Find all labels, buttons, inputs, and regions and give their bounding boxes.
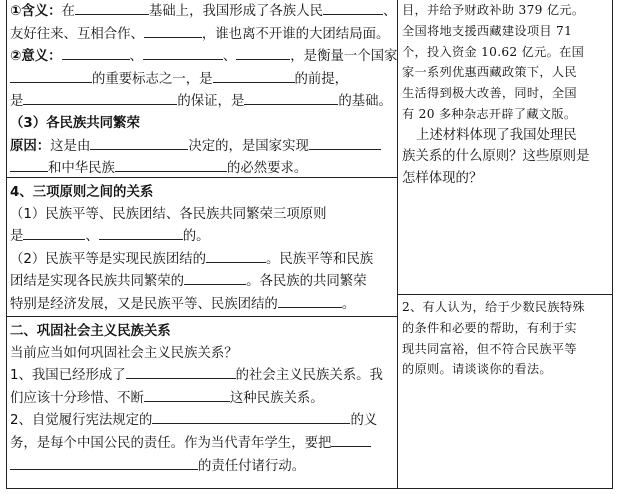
left-column (7, 0, 398, 488)
significance-line-3: 是 的保证，是 的基础。 (7, 90, 397, 113)
relationship-line-3: （2）民族平等是实现民族团结的 。民族平等和民族 (7, 248, 397, 271)
relationship-line-5: 特别是经济发展，又是民族平等、民族团结的 。 (7, 293, 397, 316)
significance-line-1: ②意义： 、 、 ，是衡量一个国家 (7, 45, 397, 68)
question-2-line: 的原则。请谈谈你的看法。 (402, 362, 552, 377)
relationship-line-2: 是 、 的。 (7, 225, 397, 248)
meaning-label: ①含义： (10, 4, 62, 19)
blank[interactable] (144, 387, 230, 402)
blank[interactable] (144, 23, 202, 38)
worksheet-table (6, 0, 613, 489)
material-line: 个，投入资金 10.62 亿元。在国 (402, 44, 585, 59)
blank[interactable] (115, 157, 227, 172)
blank[interactable] (10, 68, 92, 83)
blank[interactable] (143, 45, 223, 60)
blank[interactable] (62, 45, 130, 60)
relationship-heading: 4、三项原则之间的关系 (10, 185, 154, 200)
blank[interactable] (213, 68, 295, 83)
blank[interactable] (206, 248, 266, 263)
consolidate-heading: 二、巩固社会主义民族关系 (10, 324, 171, 339)
blank[interactable] (10, 157, 48, 172)
question-2-line: 2、有人认为，给于少数民族特殊 (402, 300, 585, 314)
prosperity-line-2: 和中华民族 的必然要求。 (7, 157, 397, 180)
consolidate-question: 当前应当如何巩固社会主义民族关系？ (10, 345, 238, 361)
question-2-line: 现共同富裕，但不符合民族平等 (402, 341, 577, 356)
question-2-line: 的条件和必要的帮助，有利于实 (402, 320, 577, 335)
material-line: 全国将地支援西藏建设项目 71 (402, 23, 573, 38)
significance-label: ②意义： (10, 49, 62, 65)
blank[interactable] (331, 432, 371, 447)
question-line: 上述材料体现了我国处理民 (416, 127, 577, 143)
right-column (398, 0, 612, 488)
meaning-line-1: ①含义：在 基础上，我国形成了各族人民 、 (7, 0, 397, 23)
question-line: 族关系的什么原则？这些原则是 (402, 149, 590, 165)
consolidate-line-5: 的责任付诸行动。 (7, 455, 397, 478)
blank[interactable] (90, 135, 188, 150)
blank[interactable] (23, 225, 85, 240)
blank[interactable] (23, 90, 177, 105)
blank[interactable] (278, 293, 342, 308)
consolidate-line-4: 务，是每个中国公民的责任。作为当代青年学生，要把 (7, 432, 397, 455)
meaning-line-2: 友好往来、互相合作、 ，谁也离不开谁的大团结局面。 (7, 23, 397, 46)
blank[interactable] (236, 45, 290, 60)
relationship-line-4: 团结是实现各民族共同繁荣的 。各民族的共同繁荣 (7, 270, 397, 293)
blank[interactable] (323, 0, 383, 15)
material-question-1 (398, 0, 612, 295)
section-meaning (7, 0, 397, 178)
blank[interactable] (99, 225, 183, 240)
blank[interactable] (244, 90, 338, 105)
reason-label: 原因： (10, 138, 51, 154)
material-line: 目，并给予财政补助 379 亿元。 (402, 3, 585, 17)
material-line: 有 20 多种杂志开辟了藏文版。 (402, 106, 577, 121)
consolidate-line-2: 们应该十分珍惜、不断 这种民族关系。 (7, 387, 397, 410)
consolidate-line-1: 1、我国已经形成了 的社会主义民族关系。我 (7, 364, 397, 387)
material-question-2 (398, 295, 612, 380)
blank[interactable] (184, 270, 246, 285)
material-line: 生活得到极大改善，同时，全国 (402, 86, 577, 101)
material-line: 家一系列优惠西藏政策下，人民 (402, 65, 577, 80)
blank[interactable] (75, 0, 149, 15)
blank[interactable] (152, 409, 350, 424)
relationship-line-1: （1）民族平等、民族团结、各民族共同繁荣三项原则 (10, 206, 327, 222)
consolidate-line-3: 2、自觉履行宪法规定的 的义 (7, 409, 397, 432)
prosperity-line-1: 原因：这是由 决定的，是国家实现 (7, 135, 397, 158)
question-line: 怎样体现的？ (402, 170, 483, 186)
section-consolidate (7, 317, 397, 489)
blank[interactable] (309, 135, 381, 150)
section-relationship (7, 178, 397, 317)
blank[interactable] (126, 364, 236, 379)
blank[interactable] (10, 455, 198, 470)
prosperity-heading: （3）各民族共同繁荣 (10, 115, 140, 131)
significance-line-2: 的重要标志之一，是 的前提， (7, 68, 397, 91)
